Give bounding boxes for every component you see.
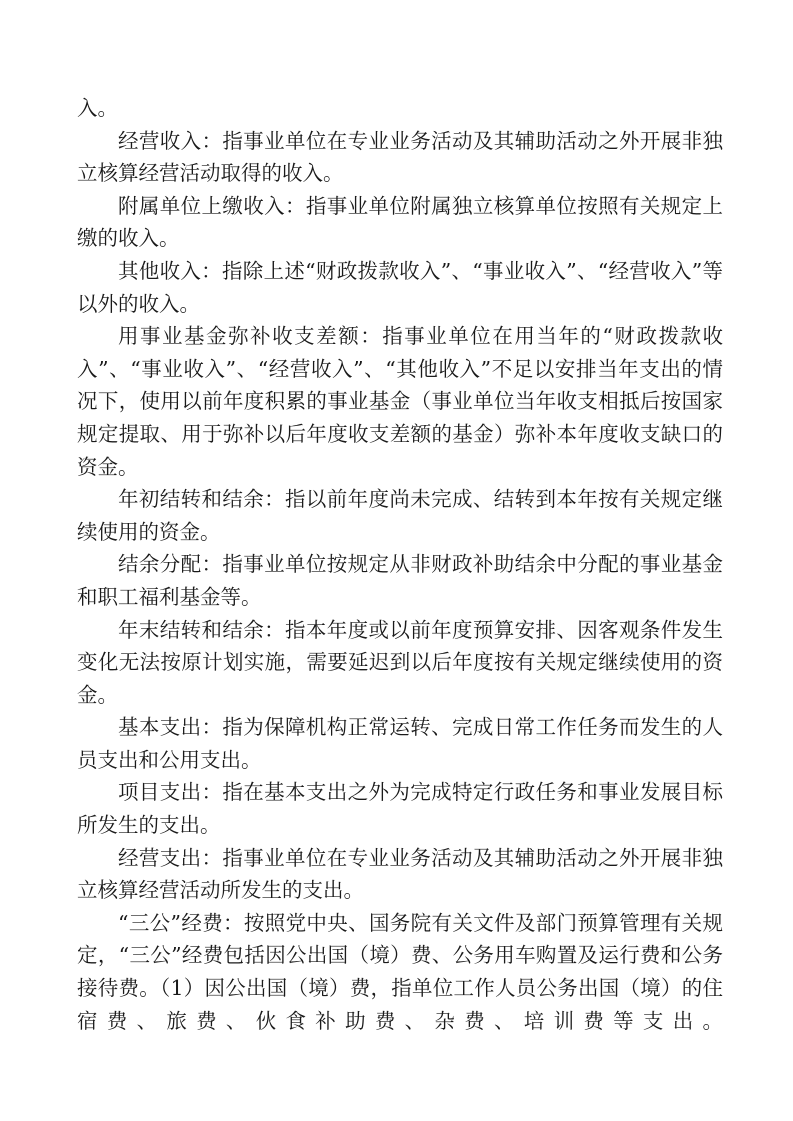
definition-term: 用事业基金弥补收支差额：	[118, 324, 383, 349]
definition-term: 项目支出：	[118, 780, 223, 805]
definition-operating-expenditure	[77, 842, 723, 907]
definition-operating-income	[77, 125, 723, 190]
document-page	[77, 92, 723, 1037]
definition-term: 附属单位上缴收入：	[118, 193, 306, 218]
definition-term: 其他收入：	[118, 258, 222, 283]
paragraph-continuation	[77, 92, 723, 125]
definition-three-public-expenses	[77, 907, 723, 1037]
definition-term: 结余分配：	[118, 552, 223, 577]
definition-body: 指事业单位在用当年的“财政拨款收入”、“事业收入”、“经营收入”、“其他收入”不足以安排当年支出的情况下，使用以前年度积累的事业基金（事业单位当年收支相抵后按国家规定提取、用于弥补以后年度收支差额的基金）弥补本年度收支缺口的资金。	[77, 324, 724, 479]
definition-body: 指事业单位按规定从非财政补助结余中分配的事业基金和职工福利基金等。	[77, 552, 723, 609]
definition-body: 指事业单位在专业业务活动及其辅助活动之外开展非独立核算经营活动所发生的支出。	[77, 845, 723, 903]
definition-body: 指事业单位在专业业务活动及其辅助活动之外开展非独立核算经营活动取得的收入。	[77, 128, 723, 186]
definition-body: 指为保障机构正常运转、完成日常工作任务而发生的人员支出和公用支出。	[77, 715, 723, 772]
definition-term: 年末结转和结余：	[118, 617, 285, 642]
definition-other-income	[77, 255, 723, 320]
definition-body: 指以前年度尚未完成、结转到本年按有关规定继续使用的资金。	[77, 487, 723, 544]
definition-body: 指在基本支出之外为完成特定行政任务和事业发展目标所发生的支出。	[77, 780, 723, 838]
definition-body: 指除上述“财政拨款收入”、“事业收入”、“经营收入”等以外的收入。	[77, 258, 724, 316]
definition-affiliate-remittance-income	[77, 190, 723, 255]
definition-surplus-distribution	[77, 548, 723, 613]
definition-project-expenditure	[77, 776, 723, 841]
definition-term: “三公”经费：	[118, 910, 244, 935]
definition-term: 经营收入：	[118, 128, 223, 153]
definition-body: 指事业单位附属独立核算单位按照有关规定上缴的收入。	[77, 193, 723, 251]
definition-term: 年初结转和结余：	[118, 487, 285, 512]
paragraph-text: 入。	[77, 96, 118, 120]
definition-basic-expenditure	[77, 711, 723, 776]
definition-opening-carryover	[77, 483, 723, 548]
definition-fund-offset	[77, 320, 723, 483]
definition-term: 经营支出：	[118, 845, 223, 870]
definition-closing-carryover	[77, 614, 723, 712]
definition-body: 指本年度或以前年度预算安排、因客观条件发生变化无法按原计划实施，需要延迟到以后年度按有关规定继续使用的资金。	[77, 617, 723, 707]
definition-body: 按照党中央、国务院有关文件及部门预算管理有关规定，“三公”经费包括因公出国（境）费、公务用车购置及运行费和公务接待费。（1）因公出国（境）费，指单位工作人员公务出国（境）的住宿费、旅费、伙食补助费、杂费、培训费等支出。	[77, 910, 723, 1033]
definition-term: 基本支出：	[118, 715, 223, 740]
